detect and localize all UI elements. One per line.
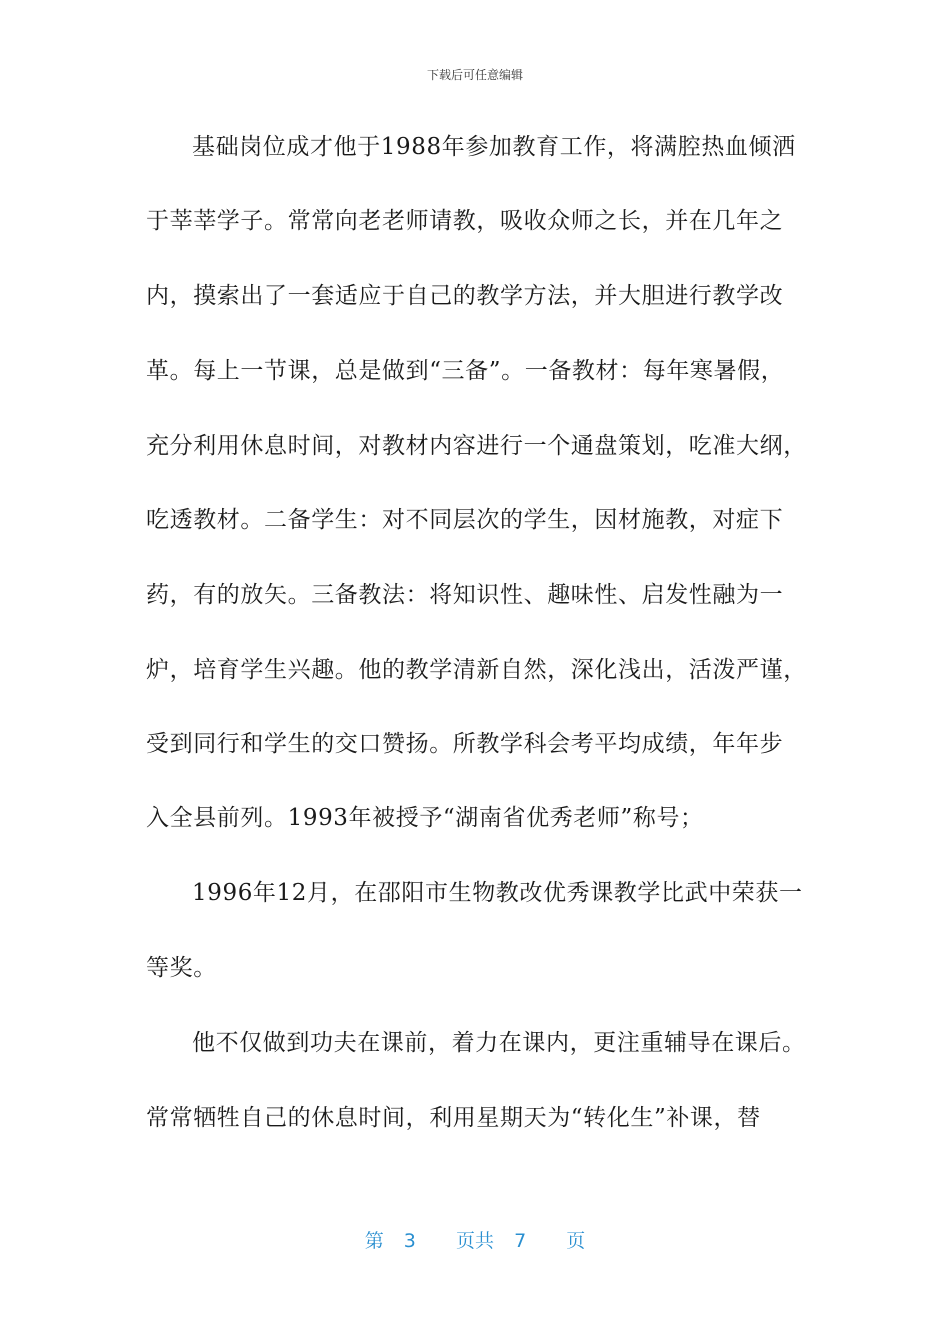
page-label-suffix: 页: [566, 1230, 586, 1252]
paragraph-line: 受到同行和学生的交口赞扬。所教学科会考平均成绩，年年步: [146, 731, 784, 757]
page-footer: [0, 1226, 950, 1253]
paragraph-line: 于莘莘学子。常常向老老师请教，吸收众师之长，并在几年之: [146, 208, 784, 234]
paragraph-line: 1996年12月，在邵阳市生物教改优秀课教学比武中荣获一: [192, 880, 803, 906]
paragraph-line: 药，有的放矢。三备教法：将知识性、趣味性、启发性融为一: [146, 582, 784, 608]
paragraph-line: 吃透教材。二备学生：对不同层次的学生，因材施教，对症下: [146, 507, 784, 533]
header-note: 下载后可任意编辑: [426, 68, 523, 82]
current-page-number: 3: [403, 1230, 416, 1252]
paragraph-line: 常常牺牲自己的休息时间，利用星期天为“转化生”补课，替: [146, 1105, 761, 1131]
paragraph-line: 他不仅做到功夫在课前，着力在课内，更注重辅导在课后。: [192, 1030, 806, 1056]
paragraph-line: 革。每上一节课，总是做到“三备”。一备教材：每年寒暑假，: [146, 358, 785, 384]
paragraph-line: 充分利用休息时间，对教材内容进行一个通盘策划，吃准大纲，: [146, 433, 807, 459]
paragraph-line: 炉，培育学生兴趣。他的教学清新自然，深化浅出，活泼严谨，: [146, 657, 807, 683]
paragraph-line: 基础岗位成才他于1988年参加教育工作，将满腔热血倾洒: [192, 134, 796, 160]
paragraph-line: 入全县前列。1993年被授予“湖南省优秀老师”称号；: [146, 805, 704, 831]
total-pages-number: 7: [514, 1230, 527, 1252]
paragraph-line: 等奖。: [146, 955, 217, 981]
paragraph-line: 内，摸索出了一套适应于自己的教学方法，并大胆进行教学改: [146, 283, 784, 309]
page-label-mid: 页共: [455, 1230, 494, 1252]
page-label-prefix: 第: [364, 1230, 384, 1252]
